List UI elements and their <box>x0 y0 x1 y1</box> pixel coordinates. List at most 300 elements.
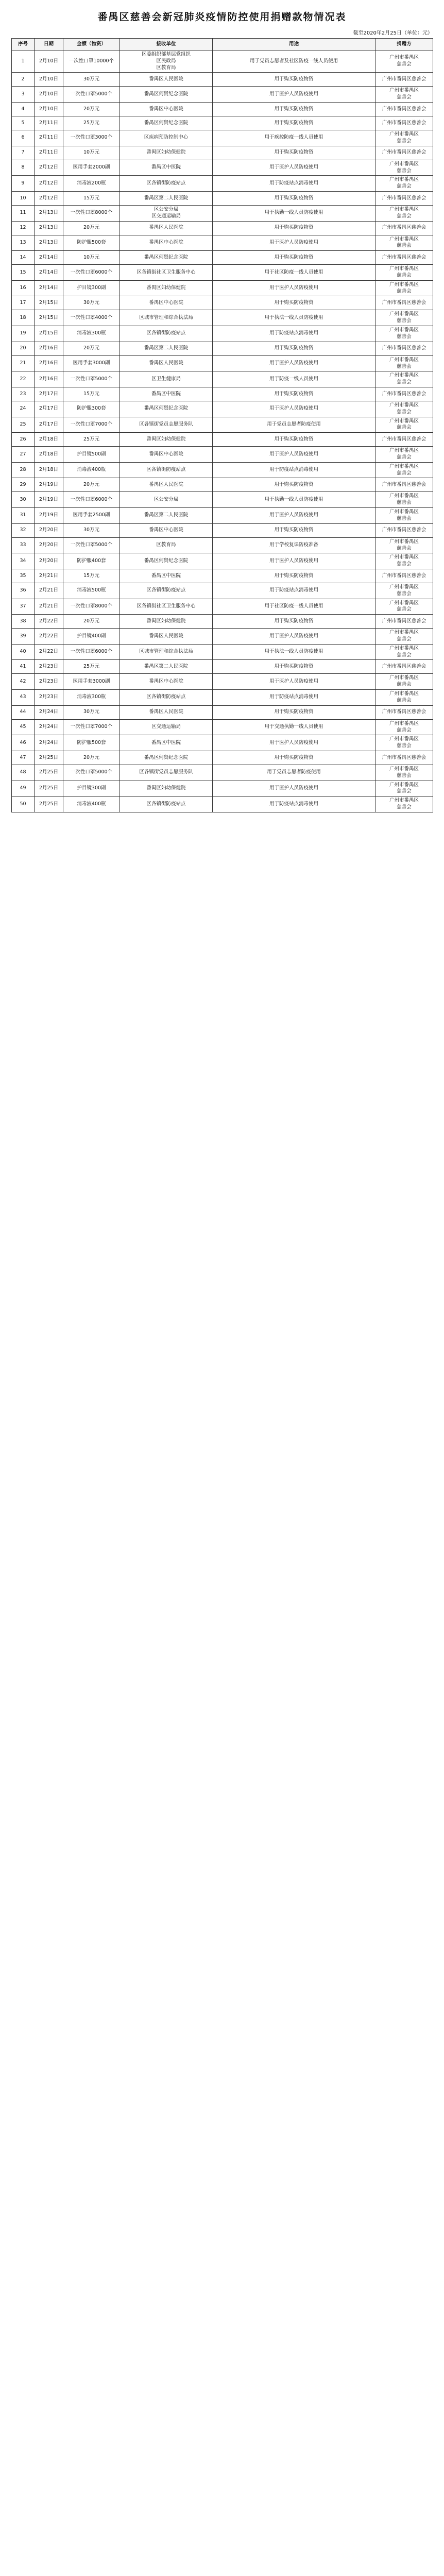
row-use: 用于疾控防疫一线人员使用 <box>213 130 375 146</box>
row-donor: 广州市番禺区慈善会 <box>375 251 433 265</box>
row-recipient: 番禺区中心医院 <box>120 103 213 116</box>
row-amount: 护目镜500副 <box>63 447 120 463</box>
row-no: 28 <box>12 462 35 478</box>
row-date: 2月25日 <box>35 796 63 812</box>
row-donor: 广州市番禺区慈善会 <box>375 523 433 537</box>
row-recipient: 区各镇街防疫站点 <box>120 326 213 342</box>
row-date: 2月17日 <box>35 401 63 417</box>
row-amount: 10万元 <box>63 146 120 160</box>
row-no: 49 <box>12 781 35 796</box>
row-no: 45 <box>12 719 35 735</box>
table-row <box>12 235 433 251</box>
row-use: 用于购买防疫物资 <box>213 103 375 116</box>
row-use: 用于执勤一线人员防疫使用 <box>213 205 375 221</box>
row-use: 用于防疫站点消毒使用 <box>213 462 375 478</box>
row-amount: 20万元 <box>63 478 120 492</box>
row-recipient: 区疾病预防控制中心 <box>120 130 213 146</box>
row-amount: 20万元 <box>63 103 120 116</box>
row-no: 24 <box>12 401 35 417</box>
row-donor: 广州市番禺区 慈善会 <box>375 160 433 176</box>
row-no: 36 <box>12 583 35 599</box>
row-amount: 消毒液500瓶 <box>63 583 120 599</box>
row-use: 用于医护人员防疫使用 <box>213 553 375 569</box>
row-amount: 25万元 <box>63 660 120 674</box>
row-amount: 20万元 <box>63 615 120 629</box>
row-no: 7 <box>12 146 35 160</box>
row-recipient: 番禺区妇幼保健院 <box>120 146 213 160</box>
row-use: 用于社区防疫一线人员使用 <box>213 599 375 615</box>
row-date: 2月16日 <box>35 371 63 387</box>
row-amount: 30万元 <box>63 523 120 537</box>
table-row <box>12 280 433 296</box>
row-amount: 护目镜400副 <box>63 629 120 645</box>
row-amount: 防护服300套 <box>63 401 120 417</box>
row-use: 用于购买防疫物资 <box>213 146 375 160</box>
row-use: 用于购买防疫物资 <box>213 751 375 765</box>
row-no: 5 <box>12 116 35 130</box>
row-recipient: 番禺区中心医院 <box>120 235 213 251</box>
row-use: 用于购买防疫物资 <box>213 615 375 629</box>
row-date: 2月18日 <box>35 433 63 447</box>
row-no: 37 <box>12 599 35 615</box>
table-row <box>12 447 433 463</box>
row-recipient: 区公安分局 <box>120 492 213 508</box>
table-row <box>12 690 433 706</box>
row-recipient: 番禺区何贤纪念医院 <box>120 553 213 569</box>
row-no: 22 <box>12 371 35 387</box>
row-date: 2月21日 <box>35 599 63 615</box>
row-use: 用于医护人员防疫使用 <box>213 447 375 463</box>
row-donor: 广州市番禺区 慈善会 <box>375 690 433 706</box>
row-date: 2月22日 <box>35 644 63 660</box>
row-use: 用于党员志愿者及社区防疫一线人员使用 <box>213 50 375 73</box>
row-no: 39 <box>12 629 35 645</box>
row-use: 用于购买防疫物资 <box>213 221 375 235</box>
row-use: 用于购买防疫物资 <box>213 523 375 537</box>
row-amount: 15万元 <box>63 191 120 205</box>
row-no: 8 <box>12 160 35 176</box>
row-recipient: 番禺区妇幼保健院 <box>120 615 213 629</box>
row-recipient: 区各镇街社区卫生服务中心 <box>120 265 213 281</box>
row-no: 47 <box>12 751 35 765</box>
row-use: 用于学校复课防疫准备 <box>213 537 375 553</box>
row-amount: 一次性口罩3000个 <box>63 130 120 146</box>
row-recipient: 番禺区何贤纪念医院 <box>120 401 213 417</box>
row-use: 用于购买防疫物资 <box>213 342 375 355</box>
row-date: 2月23日 <box>35 674 63 690</box>
row-no: 50 <box>12 796 35 812</box>
row-donor: 广州市番禺区慈善会 <box>375 221 433 235</box>
row-donor: 广州市番禺区慈善会 <box>375 116 433 130</box>
row-donor: 广州市番禺区慈善会 <box>375 569 433 583</box>
row-donor: 广州市番禺区 慈善会 <box>375 265 433 281</box>
row-donor: 广州市番禺区慈善会 <box>375 478 433 492</box>
table-row <box>12 523 433 537</box>
row-no: 34 <box>12 553 35 569</box>
table-row <box>12 191 433 205</box>
row-use: 用于购买防疫物资 <box>213 433 375 447</box>
row-date: 2月12日 <box>35 160 63 176</box>
row-use: 用于购买防疫物资 <box>213 569 375 583</box>
row-no: 19 <box>12 326 35 342</box>
row-donor: 广州市番禺区 慈善会 <box>375 492 433 508</box>
row-donor: 广州市番禺区 慈善会 <box>375 796 433 812</box>
row-date: 2月22日 <box>35 629 63 645</box>
header-amount: 金额（物资） <box>63 39 120 50</box>
row-recipient: 番禺区人民医院 <box>120 73 213 87</box>
row-date: 2月13日 <box>35 221 63 235</box>
row-date: 2月15日 <box>35 326 63 342</box>
row-no: 4 <box>12 103 35 116</box>
row-donor: 广州市番禺区慈善会 <box>375 146 433 160</box>
row-date: 2月11日 <box>35 146 63 160</box>
row-donor: 广州市番禺区 慈善会 <box>375 599 433 615</box>
row-use: 用于医护人员防疫使用 <box>213 629 375 645</box>
row-amount: 防护服400套 <box>63 553 120 569</box>
table-row <box>12 130 433 146</box>
row-date: 2月24日 <box>35 705 63 719</box>
row-amount: 护目镜300副 <box>63 781 120 796</box>
row-amount: 一次性口罩5000个 <box>63 765 120 781</box>
table-row <box>12 342 433 355</box>
row-use: 用于购买防疫物资 <box>213 705 375 719</box>
table-row <box>12 553 433 569</box>
row-date: 2月13日 <box>35 235 63 251</box>
row-date: 2月24日 <box>35 719 63 735</box>
row-no: 46 <box>12 735 35 751</box>
table-row <box>12 50 433 73</box>
row-no: 33 <box>12 537 35 553</box>
row-amount: 30万元 <box>63 296 120 310</box>
row-use: 用于购买防疫物资 <box>213 251 375 265</box>
row-amount: 消毒液200瓶 <box>63 176 120 192</box>
row-amount: 25万元 <box>63 433 120 447</box>
row-date: 2月20日 <box>35 553 63 569</box>
row-no: 48 <box>12 765 35 781</box>
row-use: 用于医护人员防疫使用 <box>213 280 375 296</box>
row-recipient: 番禺区中医院 <box>120 160 213 176</box>
row-recipient: 区各镇街防疫站点 <box>120 176 213 192</box>
row-recipient: 番禺区中医院 <box>120 735 213 751</box>
row-recipient: 番禺区何贤纪念医院 <box>120 251 213 265</box>
row-recipient: 番禺区第二人民医院 <box>120 508 213 524</box>
row-no: 42 <box>12 674 35 690</box>
row-donor: 广州市番禺区 慈善会 <box>375 553 433 569</box>
table-row <box>12 73 433 87</box>
table-row <box>12 146 433 160</box>
table-row <box>12 583 433 599</box>
row-donor: 广州市番禺区 慈善会 <box>375 447 433 463</box>
document-title: 番禺区慈善会新冠肺炎疫情防控使用捐赠款物情况表 <box>97 11 347 23</box>
row-amount: 一次性口罩10000个 <box>63 50 120 73</box>
row-no: 17 <box>12 296 35 310</box>
row-recipient: 番禺区人民医院 <box>120 355 213 371</box>
row-donor: 广州市番禺区 慈善会 <box>375 644 433 660</box>
row-donor: 广州市番禺区 慈善会 <box>375 508 433 524</box>
row-use: 用于医护人员防疫使用 <box>213 781 375 796</box>
row-amount: 一次性口罩5000个 <box>63 537 120 553</box>
row-recipient: 区各镇街防疫站点 <box>120 796 213 812</box>
row-date: 2月24日 <box>35 735 63 751</box>
row-date: 2月11日 <box>35 116 63 130</box>
row-amount: 一次性口罩7000个 <box>63 719 120 735</box>
row-recipient: 区各镇街防疫站点 <box>120 690 213 706</box>
row-donor: 广州市番禺区慈善会 <box>375 751 433 765</box>
row-use: 用于党员志愿者防疫使用 <box>213 417 375 433</box>
row-use: 用于购买防疫物资 <box>213 116 375 130</box>
row-amount: 一次性口罩5000个 <box>63 371 120 387</box>
row-recipient: 番禺区中心医院 <box>120 447 213 463</box>
row-recipient: 区委组织部基层党组织 区民政局 区教育局 <box>120 50 213 73</box>
row-use: 用于医护人员防疫使用 <box>213 508 375 524</box>
header-donor: 捐赠方 <box>375 39 433 50</box>
row-use: 用于社区防疫一线人员使用 <box>213 265 375 281</box>
row-donor: 广州市番禺区 慈善会 <box>375 781 433 796</box>
table-row <box>12 387 433 401</box>
table-row <box>12 296 433 310</box>
row-recipient: 区交通运输局 <box>120 719 213 735</box>
row-recipient: 番禺区何贤纪念医院 <box>120 116 213 130</box>
table-row <box>12 492 433 508</box>
row-date: 2月19日 <box>35 478 63 492</box>
table-row <box>12 765 433 781</box>
row-amount: 医用手套2500副 <box>63 508 120 524</box>
row-date: 2月20日 <box>35 537 63 553</box>
row-donor: 广州市番禺区 慈善会 <box>375 629 433 645</box>
row-date: 2月25日 <box>35 781 63 796</box>
table-row <box>12 265 433 281</box>
table-row <box>12 417 433 433</box>
row-amount: 20万元 <box>63 751 120 765</box>
table-row <box>12 644 433 660</box>
row-amount: 一次性口罩7000个 <box>63 417 120 433</box>
row-no: 2 <box>12 73 35 87</box>
row-donor: 广州市番禺区 慈善会 <box>375 462 433 478</box>
row-use: 用于医护人员防疫使用 <box>213 87 375 103</box>
table-row <box>12 719 433 735</box>
row-donor: 广州市番禺区 慈善会 <box>375 355 433 371</box>
row-donor: 广州市番禺区 慈善会 <box>375 719 433 735</box>
row-date: 2月16日 <box>35 355 63 371</box>
table-row <box>12 401 433 417</box>
row-amount: 10万元 <box>63 251 120 265</box>
row-donor: 广州市番禺区 慈善会 <box>375 176 433 192</box>
row-amount: 医用手套3000副 <box>63 355 120 371</box>
row-use: 用于执法一线人员防疫使用 <box>213 310 375 326</box>
row-amount: 消毒液300瓶 <box>63 326 120 342</box>
row-date: 2月12日 <box>35 176 63 192</box>
row-donor: 广州市番禺区慈善会 <box>375 387 433 401</box>
row-no: 26 <box>12 433 35 447</box>
row-date: 2月15日 <box>35 296 63 310</box>
row-no: 31 <box>12 508 35 524</box>
table-row <box>12 735 433 751</box>
row-amount: 一次性口罩6000个 <box>63 265 120 281</box>
row-date: 2月19日 <box>35 492 63 508</box>
row-amount: 消毒液400瓶 <box>63 796 120 812</box>
row-use: 用于防疫站点消毒使用 <box>213 796 375 812</box>
row-recipient: 番禺区人民医院 <box>120 629 213 645</box>
row-use: 用于执勤一线人员防疫使用 <box>213 492 375 508</box>
row-date: 2月16日 <box>35 342 63 355</box>
row-recipient: 番禺区中医院 <box>120 569 213 583</box>
row-donor: 广州市番禺区 慈善会 <box>375 735 433 751</box>
row-date: 2月19日 <box>35 508 63 524</box>
row-no: 13 <box>12 235 35 251</box>
table-row <box>12 462 433 478</box>
row-donor: 广州市番禺区 慈善会 <box>375 417 433 433</box>
table-row <box>12 251 433 265</box>
row-use: 用于防疫一线人员使用 <box>213 371 375 387</box>
row-date: 2月18日 <box>35 447 63 463</box>
row-date: 2月11日 <box>35 130 63 146</box>
table-row <box>12 433 433 447</box>
row-amount: 一次性口罩8000个 <box>63 599 120 615</box>
row-no: 30 <box>12 492 35 508</box>
row-no: 38 <box>12 615 35 629</box>
row-date: 2月25日 <box>35 751 63 765</box>
row-recipient: 番禺区中医院 <box>120 387 213 401</box>
row-use: 用于医护人员防疫使用 <box>213 355 375 371</box>
row-date: 2月10日 <box>35 87 63 103</box>
row-date: 2月10日 <box>35 73 63 87</box>
row-date: 2月13日 <box>35 205 63 221</box>
table-row <box>12 537 433 553</box>
row-no: 35 <box>12 569 35 583</box>
row-amount: 一次性口罩8000个 <box>63 205 120 221</box>
row-amount: 一次性口罩6000个 <box>63 492 120 508</box>
row-donor: 广州市番禺区慈善会 <box>375 660 433 674</box>
row-donor: 广州市番禺区慈善会 <box>375 296 433 310</box>
row-donor: 广州市番禺区 慈善会 <box>375 583 433 599</box>
row-recipient: 区教育局 <box>120 537 213 553</box>
row-amount: 20万元 <box>63 221 120 235</box>
row-use: 用于党员志愿者防疫使用 <box>213 765 375 781</box>
row-amount: 消毒液300瓶 <box>63 690 120 706</box>
row-date: 2月20日 <box>35 523 63 537</box>
row-donor: 广州市番禺区 慈善会 <box>375 765 433 781</box>
row-use: 用于防疫站点消毒使用 <box>213 583 375 599</box>
row-use: 用于执法一线人员防疫使用 <box>213 644 375 660</box>
row-date: 2月12日 <box>35 191 63 205</box>
row-donor: 广州市番禺区慈善会 <box>375 103 433 116</box>
row-amount: 一次性口罩6000个 <box>63 644 120 660</box>
row-no: 16 <box>12 280 35 296</box>
row-no: 10 <box>12 191 35 205</box>
table-row <box>12 508 433 524</box>
row-use: 用于购买防疫物资 <box>213 478 375 492</box>
row-donor: 广州市番禺区 慈善会 <box>375 326 433 342</box>
row-no: 43 <box>12 690 35 706</box>
table-row <box>12 176 433 192</box>
table-row <box>12 781 433 796</box>
table-row <box>12 221 433 235</box>
table-header-row <box>12 39 433 50</box>
row-amount: 30万元 <box>63 73 120 87</box>
row-recipient: 番禺区人民医院 <box>120 478 213 492</box>
row-date: 2月25日 <box>35 765 63 781</box>
row-recipient: 区城市管理和综合执法局 <box>120 310 213 326</box>
row-donor: 广州市番禺区慈善会 <box>375 191 433 205</box>
row-amount: 防护服500套 <box>63 735 120 751</box>
row-use: 用于购买防疫物资 <box>213 660 375 674</box>
row-no: 12 <box>12 221 35 235</box>
header-date: 日期 <box>35 39 63 50</box>
row-recipient: 区各镇街党员志愿服务队 <box>120 417 213 433</box>
row-donor: 广州市番禺区 慈善会 <box>375 205 433 221</box>
row-no: 11 <box>12 205 35 221</box>
row-use: 用于医护人员防疫使用 <box>213 674 375 690</box>
row-donor: 广州市番禺区 慈善会 <box>375 87 433 103</box>
row-recipient: 区卫生健康局 <box>120 371 213 387</box>
row-use: 用于购买防疫物资 <box>213 387 375 401</box>
row-amount: 15万元 <box>63 569 120 583</box>
row-donor: 广州市番禺区 慈善会 <box>375 310 433 326</box>
row-recipient: 番禺区第二人民医院 <box>120 660 213 674</box>
row-donor: 广州市番禺区 慈善会 <box>375 401 433 417</box>
row-donor: 广州市番禺区慈善会 <box>375 433 433 447</box>
row-donor: 广州市番禺区慈善会 <box>375 342 433 355</box>
row-recipient: 区城市管理和综合执法局 <box>120 644 213 660</box>
row-no: 14 <box>12 251 35 265</box>
row-use: 用于购买防疫物资 <box>213 73 375 87</box>
date-unit-note: 截至2020年2月25日（单位：元） <box>353 30 433 36</box>
row-use: 用于交通执勤一线人员使用 <box>213 719 375 735</box>
row-recipient: 区各镇街社区卫生服务中心 <box>120 599 213 615</box>
row-date: 2月17日 <box>35 387 63 401</box>
table-row <box>12 674 433 690</box>
row-recipient: 番禺区第二人民医院 <box>120 191 213 205</box>
row-date: 2月10日 <box>35 103 63 116</box>
row-use: 用于防疫站点消毒使用 <box>213 326 375 342</box>
row-date: 2月18日 <box>35 462 63 478</box>
row-use: 用于防疫站点消毒使用 <box>213 690 375 706</box>
table-row <box>12 310 433 326</box>
row-no: 32 <box>12 523 35 537</box>
header-use: 用途 <box>213 39 375 50</box>
row-amount: 25万元 <box>63 116 120 130</box>
row-amount: 护目镜300副 <box>63 280 120 296</box>
table-row <box>12 371 433 387</box>
row-recipient: 区公安分局 区交通运输局 <box>120 205 213 221</box>
row-donor: 广州市番禺区慈善会 <box>375 615 433 629</box>
table-row <box>12 478 433 492</box>
row-recipient: 区各镇街党员志愿服务队 <box>120 765 213 781</box>
table-row <box>12 160 433 176</box>
row-recipient: 区各镇街防疫站点 <box>120 583 213 599</box>
row-date: 2月23日 <box>35 690 63 706</box>
row-donor: 广州市番禺区 慈善会 <box>375 50 433 73</box>
row-date: 2月15日 <box>35 310 63 326</box>
row-no: 41 <box>12 660 35 674</box>
row-recipient: 番禺区何贤纪念医院 <box>120 751 213 765</box>
table-row <box>12 796 433 812</box>
row-use: 用于购买防疫物资 <box>213 296 375 310</box>
row-no: 6 <box>12 130 35 146</box>
row-recipient: 番禺区中心医院 <box>120 523 213 537</box>
row-no: 21 <box>12 355 35 371</box>
row-amount: 医用手套2000副 <box>63 160 120 176</box>
row-donor: 广州市番禺区 慈善会 <box>375 235 433 251</box>
row-no: 27 <box>12 447 35 463</box>
row-amount: 20万元 <box>63 342 120 355</box>
header-no: 序号 <box>12 39 35 50</box>
row-no: 20 <box>12 342 35 355</box>
row-date: 2月14日 <box>35 280 63 296</box>
row-recipient: 番禺区中心医院 <box>120 674 213 690</box>
row-use: 用于购买防疫物资 <box>213 191 375 205</box>
row-donor: 广州市番禺区 慈善会 <box>375 130 433 146</box>
